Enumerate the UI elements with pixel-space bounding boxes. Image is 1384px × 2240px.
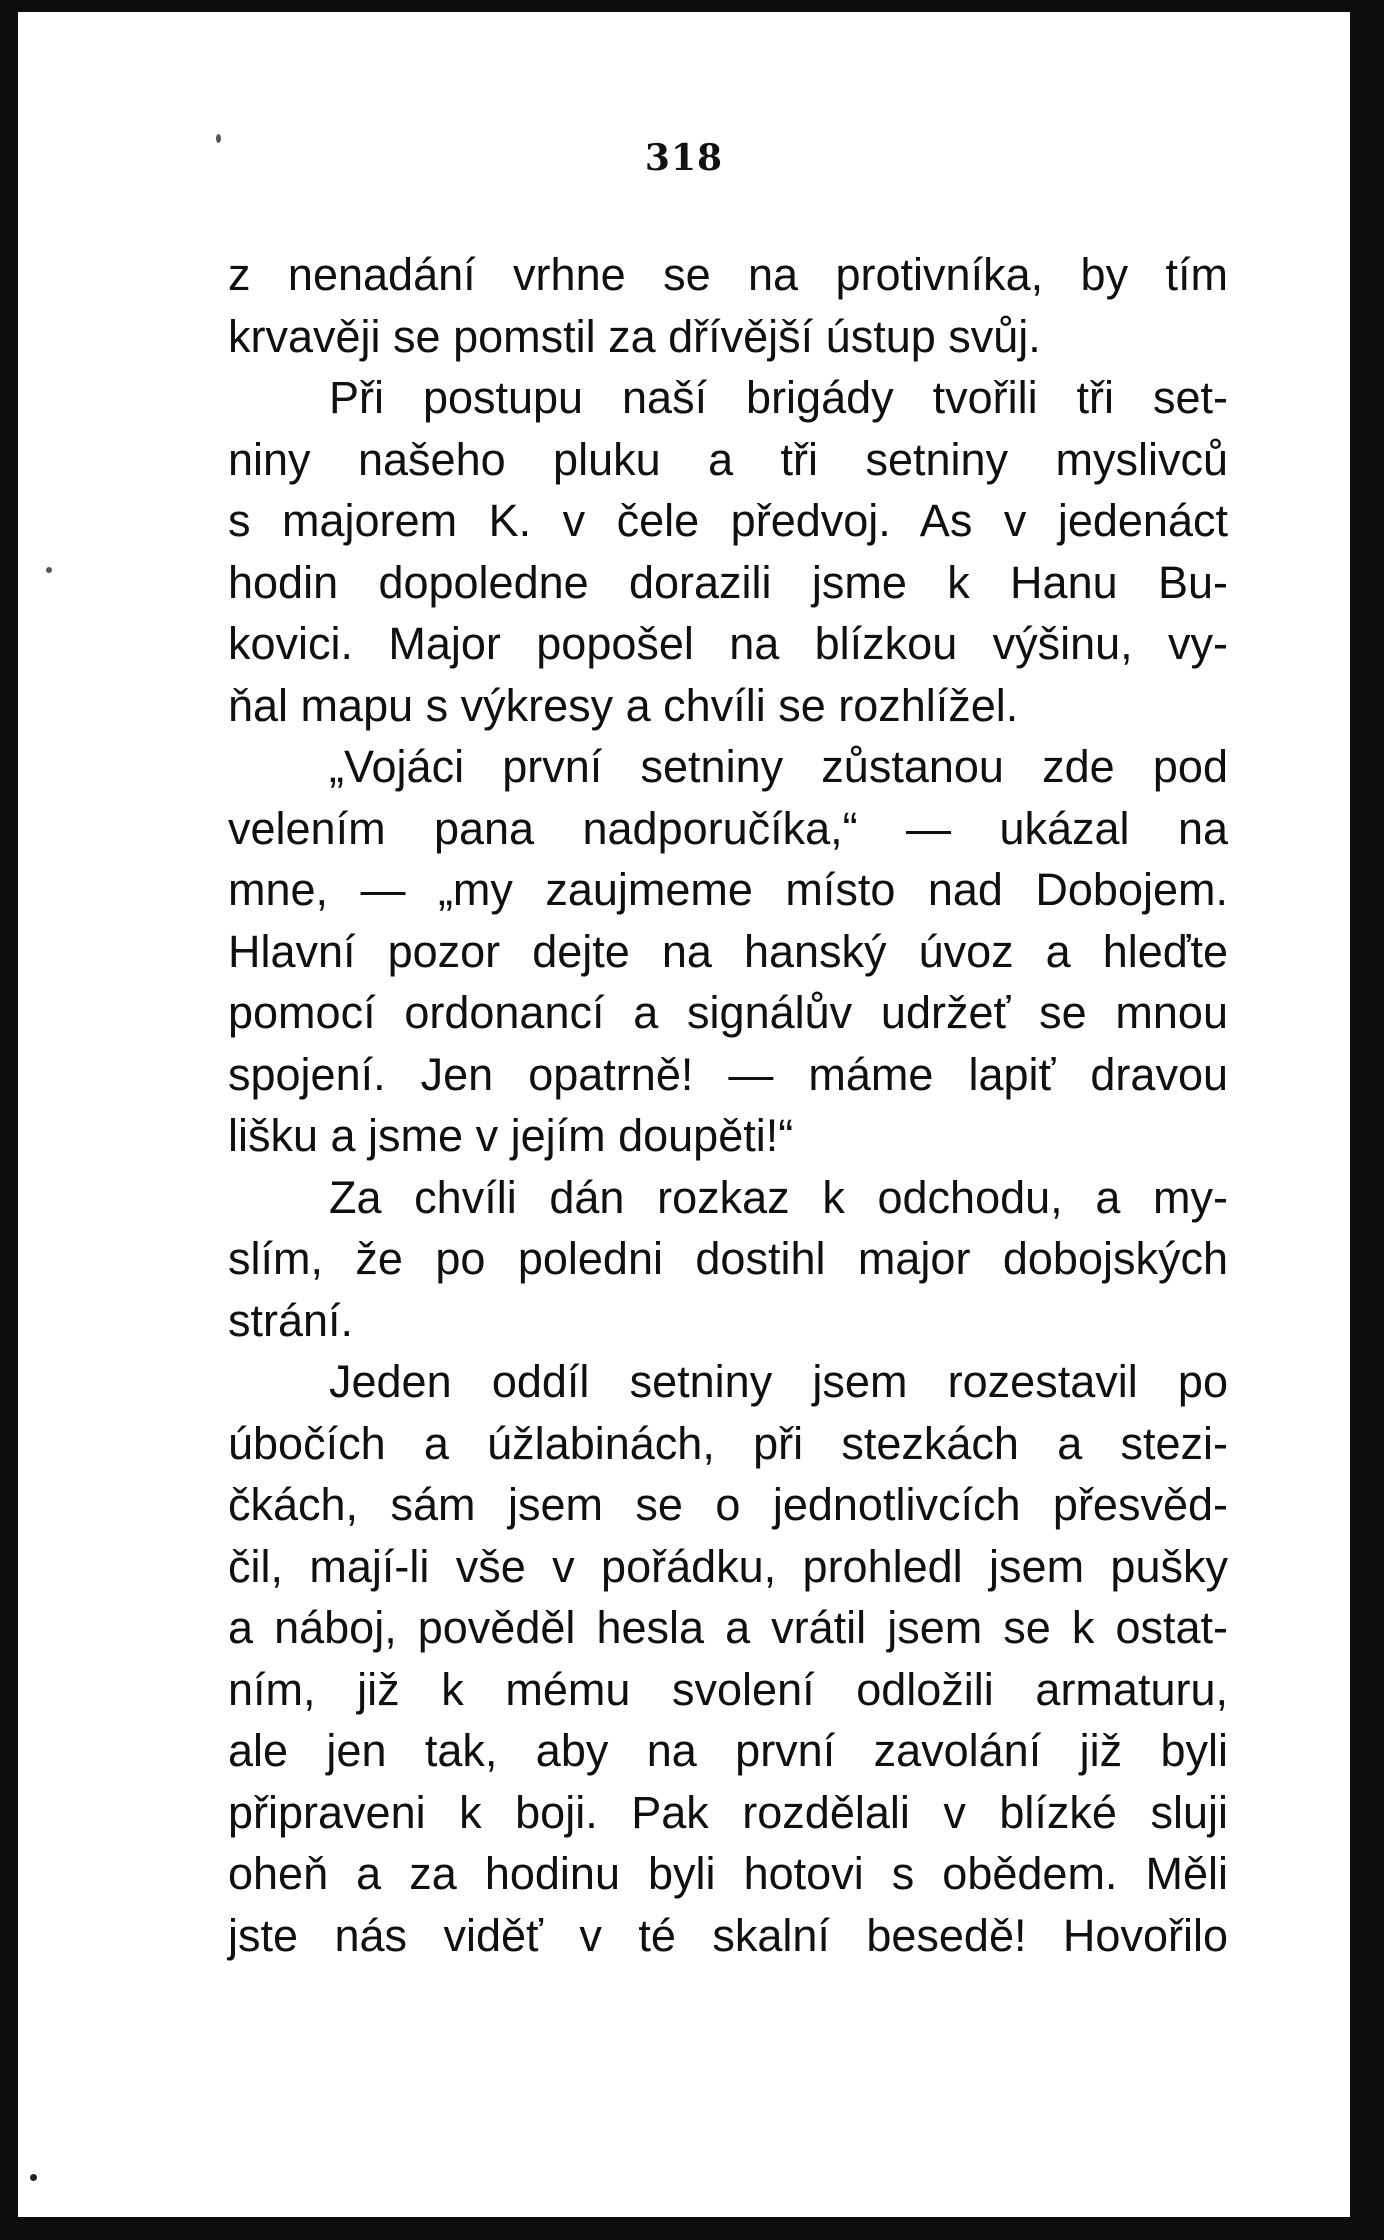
- paragraph: [228, 367, 1228, 736]
- text-line: ale jen tak, aby na první zavolání již byli: [228, 1725, 1228, 1776]
- scan-speck: [46, 567, 52, 573]
- text-line: připraveni k boji. Pak rozdělali v blízké sluji: [228, 1786, 1228, 1838]
- text-line: krvavěji se pomstil za dřívější ústup svůj.: [228, 310, 1041, 362]
- body-text: [228, 244, 1228, 1966]
- text-line: spojení. Jen opatrně! — máme lapiť dravou: [228, 1048, 1228, 1100]
- page-number: 318: [644, 137, 724, 179]
- paragraph: [228, 1351, 1228, 1966]
- text-line: z nenadání vrhne se na protivníka, by tím: [228, 249, 1228, 300]
- paragraph: [228, 736, 1228, 1167]
- text-line: Při postupu naší brigády tvořili tři set-: [329, 372, 1228, 423]
- text-line: hodin dopoledne dorazili jsme k Hanu Bu-: [228, 556, 1228, 608]
- text-line: lišku a jsme v jejím doupěti!“: [228, 1110, 794, 1161]
- text-line: čil, mají-li vše v pořádku, prohledl jsem pušky: [228, 1540, 1228, 1592]
- text-line: strání.: [228, 1294, 354, 1346]
- text-line: Za chvíli dán rozkaz k odchodu, a my-: [329, 1171, 1228, 1223]
- text-line: Jeden oddíl setniny jsem rozestavil po: [329, 1356, 1228, 1407]
- text-line: pomocí ordonancí a signálův udržeť se mnou: [228, 987, 1228, 1038]
- text-line: slím, že po poledni dostihl major dobojských: [228, 1233, 1228, 1284]
- text-line: „Vojáci první setniny zůstanou zde pod: [329, 741, 1228, 792]
- text-line: niny našeho pluku a tři setniny myslivců: [228, 433, 1228, 485]
- scan-speck: [30, 2174, 37, 2181]
- text-line: kovici. Major popošel na blízkou výšinu, vy-: [228, 618, 1228, 669]
- text-line: ním, již k mému svolení odložili armaturu,: [228, 1663, 1228, 1715]
- paragraph: [228, 1167, 1228, 1352]
- text-line: a náboj, pověděl hesla a vrátil jsem se k ostat-: [228, 1602, 1228, 1653]
- scan-speck: [216, 134, 221, 143]
- text-line: s majorem K. v čele předvoj. As v jedenáct: [228, 495, 1228, 546]
- text-line: úbočích a úžlabinách, při stezkách a stezi-: [228, 1417, 1228, 1469]
- paragraph: [228, 244, 1228, 367]
- text-line: ňal mapu s výkresy a chvíli se rozhlížel.: [228, 679, 1019, 731]
- text-line: Hlavní pozor dejte na hanský úvoz a hleďte: [228, 925, 1228, 977]
- text-line: velením pana nadporučíka,“ — ukázal na: [228, 802, 1228, 854]
- text-line: oheň a za hodinu byli hotovi s obědem. Měli: [228, 1848, 1228, 1899]
- book-page: [18, 12, 1350, 2217]
- text-line: mne, — „my zaujmeme místo nad Dobojem.: [228, 864, 1228, 915]
- text-line: jste nás viděť v té skalní besedě! Hovořilo: [228, 1909, 1228, 1961]
- text-line: čkách, sám jsem se o jednotlivcích přesvěd-: [228, 1479, 1228, 1530]
